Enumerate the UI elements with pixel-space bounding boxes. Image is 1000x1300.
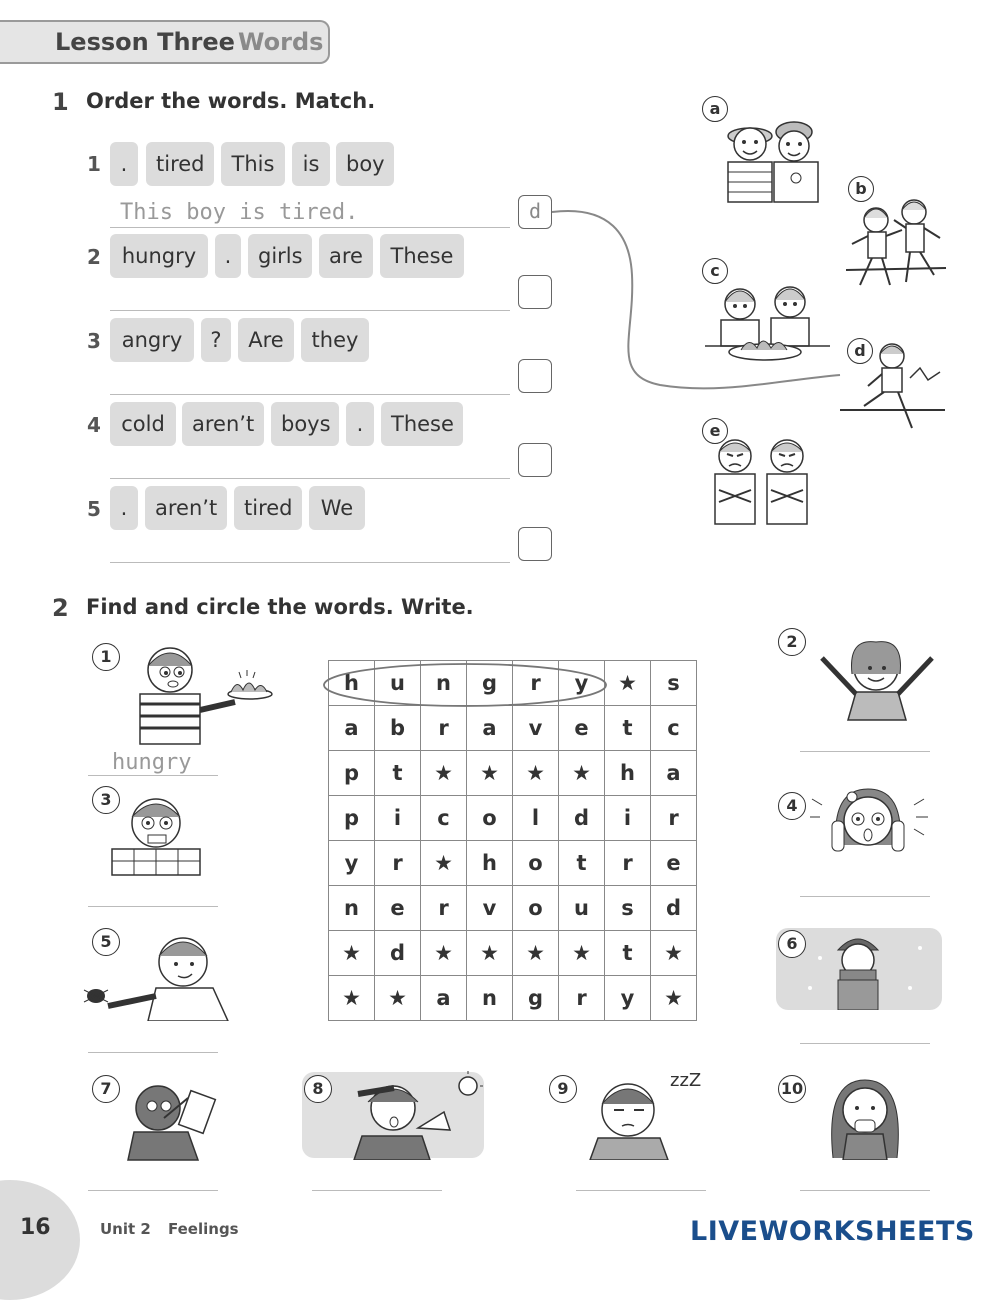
match-box[interactable]	[518, 527, 552, 561]
item-number: 3	[87, 329, 101, 353]
grid-letter-cell[interactable]: h	[329, 661, 375, 706]
word-chip[interactable]: Are	[238, 318, 294, 362]
grid-letter-cell[interactable]: s	[605, 886, 651, 931]
grid-letter-cell[interactable]: u	[375, 661, 421, 706]
unit-label: Unit 2	[100, 1220, 151, 1238]
answer-line-9[interactable]	[576, 1190, 706, 1191]
grid-star-cell[interactable]: ★	[421, 841, 467, 886]
answer-line-10[interactable]	[800, 1190, 930, 1191]
grid-star-cell[interactable]: ★	[329, 931, 375, 976]
grid-letter-cell[interactable]: t	[605, 706, 651, 751]
answer-line-3[interactable]	[88, 906, 218, 907]
grid-star-cell[interactable]: ★	[375, 976, 421, 1021]
lesson-subtitle: Words	[238, 28, 324, 56]
grid-letter-cell[interactable]: n	[421, 661, 467, 706]
item-number: 2	[87, 245, 101, 269]
word-chip[interactable]: These	[380, 234, 464, 278]
word-chip[interactable]: ?	[201, 318, 231, 362]
grid-row	[329, 841, 697, 886]
grid-letter-cell[interactable]: g	[467, 661, 513, 706]
grid-letter-cell[interactable]: p	[329, 796, 375, 841]
picture-label-a: a	[702, 96, 728, 122]
grid-letter-cell[interactable]: r	[513, 661, 559, 706]
grid-row	[329, 796, 697, 841]
grid-letter-cell[interactable]: o	[513, 841, 559, 886]
answer-line-5[interactable]	[88, 1052, 218, 1053]
section-1-title: Order the words. Match.	[86, 89, 376, 113]
grid-letter-cell[interactable]: v	[467, 886, 513, 931]
answer-line[interactable]	[110, 310, 510, 311]
grid-letter-cell[interactable]: s	[651, 661, 697, 706]
word-chip[interactable]: cold	[110, 402, 176, 446]
word-chip[interactable]: .	[110, 142, 138, 186]
page-number: 16	[20, 1215, 51, 1240]
grid-letter-cell[interactable]: o	[513, 886, 559, 931]
grid-letter-cell[interactable]: i	[605, 796, 651, 841]
grid-letter-cell[interactable]: r	[421, 886, 467, 931]
grid-letter-cell[interactable]: c	[651, 706, 697, 751]
item-number: 5	[87, 497, 101, 521]
grid-star-cell[interactable]: ★	[559, 931, 605, 976]
grid-letter-cell[interactable]: y	[329, 841, 375, 886]
match-box[interactable]	[518, 443, 552, 477]
picture-b-two-girls-cheering	[846, 190, 951, 295]
grid-star-cell[interactable]: ★	[467, 931, 513, 976]
word-chip[interactable]: boys	[271, 402, 339, 446]
hungry-circle	[322, 662, 612, 708]
word-chip[interactable]: This	[221, 142, 285, 186]
page-number-tab	[0, 1180, 80, 1300]
word-chip[interactable]: angry	[110, 318, 194, 362]
picture-a-two-boys	[712, 104, 827, 204]
grid-letter-cell[interactable]: g	[513, 976, 559, 1021]
answer-1-text[interactable]: hungry	[112, 750, 192, 775]
picture-number-10: 10	[778, 1075, 806, 1103]
picture-3-scared-boy	[108, 785, 208, 880]
word-chip[interactable]: These	[381, 402, 463, 446]
grid-letter-cell[interactable]: r	[375, 841, 421, 886]
picture-number-7: 7	[92, 1075, 120, 1103]
grid-letter-cell[interactable]: a	[421, 976, 467, 1021]
answer-line[interactable]	[110, 478, 510, 479]
word-chip[interactable]: .	[215, 234, 241, 278]
grid-row	[329, 931, 697, 976]
grid-letter-cell[interactable]: r	[421, 706, 467, 751]
match-box[interactable]	[518, 275, 552, 309]
item-number: 4	[87, 413, 101, 437]
sleep-zzz-text: zzZ	[670, 1070, 702, 1091]
grid-letter-cell[interactable]: h	[605, 751, 651, 796]
word-chip[interactable]: boy	[336, 142, 394, 186]
word-search-grid[interactable]	[328, 660, 697, 1021]
picture-e-two-angry-boys	[705, 428, 820, 528]
answer-line-7[interactable]	[88, 1190, 218, 1191]
picture-number-4: 4	[778, 792, 806, 820]
picture-number-1: 1	[92, 643, 120, 671]
grid-letter-cell[interactable]: a	[467, 706, 513, 751]
grid-star-cell[interactable]: ★	[605, 661, 651, 706]
grid-letter-cell[interactable]: r	[605, 841, 651, 886]
word-chip[interactable]: .	[110, 486, 138, 530]
grid-letter-cell[interactable]: e	[559, 706, 605, 751]
word-chip[interactable]: hungry	[110, 234, 208, 278]
word-chip[interactable]: We	[309, 486, 365, 530]
picture-number-5: 5	[92, 928, 120, 956]
grid-star-cell[interactable]: ★	[651, 931, 697, 976]
grid-letter-cell[interactable]: n	[467, 976, 513, 1021]
picture-2-happy-girl	[808, 628, 948, 723]
picture-label-e: e	[702, 418, 728, 444]
section-2-title: Find and circle the words. Write.	[86, 595, 474, 619]
grid-letter-cell[interactable]: y	[605, 976, 651, 1021]
grid-letter-cell[interactable]: t	[605, 931, 651, 976]
grid-letter-cell[interactable]: a	[651, 751, 697, 796]
grid-letter-cell[interactable]: t	[559, 841, 605, 886]
grid-row	[329, 751, 697, 796]
picture-6-cold-boy	[800, 928, 940, 1010]
match-box[interactable]	[518, 359, 552, 393]
answer-line	[110, 227, 510, 228]
grid-letter-cell[interactable]: u	[559, 886, 605, 931]
picture-c-two-girls-with-food	[705, 272, 830, 372]
grid-star-cell[interactable]: ★	[559, 751, 605, 796]
match-box[interactable]: d	[518, 195, 552, 229]
word-chip[interactable]: girls	[248, 234, 312, 278]
grid-letter-cell[interactable]: y	[559, 661, 605, 706]
picture-number-6: 6	[778, 930, 806, 958]
grid-letter-cell[interactable]: d	[375, 931, 421, 976]
grid-letter-cell[interactable]: r	[559, 976, 605, 1021]
picture-number-2: 2	[778, 628, 806, 656]
answer-line-6[interactable]	[800, 1043, 930, 1044]
answer-line[interactable]	[110, 394, 510, 395]
word-chip[interactable]: are	[319, 234, 373, 278]
picture-8-hot-girl	[318, 1068, 488, 1160]
word-chip[interactable]: tired	[234, 486, 302, 530]
section-2-number: 2	[52, 594, 69, 622]
grid-letter-cell[interactable]: a	[329, 706, 375, 751]
picture-number-3: 3	[92, 786, 120, 814]
grid-letter-cell[interactable]: l	[513, 796, 559, 841]
word-chip[interactable]: tired	[146, 142, 214, 186]
grid-star-cell[interactable]: ★	[651, 976, 697, 1021]
grid-letter-cell[interactable]: v	[513, 706, 559, 751]
grid-star-cell[interactable]: ★	[513, 751, 559, 796]
answer-line-8[interactable]	[312, 1190, 442, 1191]
grid-letter-cell[interactable]: p	[329, 751, 375, 796]
grid-star-cell[interactable]: ★	[329, 976, 375, 1021]
picture-label-d: d	[847, 338, 873, 364]
grid-letter-cell[interactable]: b	[375, 706, 421, 751]
item-number: 1	[87, 152, 101, 176]
grid-letter-cell[interactable]: n	[329, 886, 375, 931]
picture-label-b: b	[848, 176, 874, 202]
picture-10-nervous-girl	[815, 1070, 915, 1160]
word-chip[interactable]: is	[292, 142, 330, 186]
grid-letter-cell[interactable]: o	[467, 796, 513, 841]
word-chip[interactable]: aren’t	[145, 486, 227, 530]
picture-7-thirsty-boy	[118, 1072, 223, 1162]
grid-letter-cell[interactable]: e	[651, 841, 697, 886]
grid-letter-cell[interactable]: r	[651, 796, 697, 841]
picture-number-9: 9	[549, 1075, 577, 1103]
answer-line-2[interactable]	[800, 751, 930, 752]
grid-letter-cell[interactable]: h	[467, 841, 513, 886]
grid-letter-cell[interactable]: t	[375, 751, 421, 796]
section-1-number: 1	[52, 88, 69, 116]
answer-line-4[interactable]	[800, 896, 930, 897]
picture-4-scared-girl	[808, 775, 933, 870]
grid-row	[329, 706, 697, 751]
grid-letter-cell[interactable]: c	[421, 796, 467, 841]
grid-letter-cell[interactable]: i	[375, 796, 421, 841]
unit-name: Feelings	[168, 1220, 239, 1238]
picture-number-8: 8	[304, 1075, 332, 1103]
word-chip[interactable]: .	[346, 402, 374, 446]
answer-text[interactable]: This boy is tired.	[120, 200, 359, 225]
grid-row	[329, 886, 697, 931]
picture-label-c: c	[702, 258, 728, 284]
grid-row	[329, 976, 697, 1021]
grid-letter-cell[interactable]: d	[559, 796, 605, 841]
picture-1-hungry-boy	[125, 640, 275, 745]
grid-letter-cell[interactable]: d	[651, 886, 697, 931]
grid-star-cell[interactable]: ★	[421, 751, 467, 796]
word-chip[interactable]: they	[301, 318, 369, 362]
answer-line-1	[88, 775, 218, 776]
lesson-title: Lesson Three	[55, 28, 235, 56]
grid-star-cell[interactable]: ★	[421, 931, 467, 976]
grid-star-cell[interactable]: ★	[513, 931, 559, 976]
grid-star-cell[interactable]: ★	[467, 751, 513, 796]
word-chip[interactable]: aren’t	[182, 402, 264, 446]
answer-line[interactable]	[110, 562, 510, 563]
grid-letter-cell[interactable]: e	[375, 886, 421, 931]
brand-logo: LIVEWORKSHEETS	[690, 1216, 975, 1247]
